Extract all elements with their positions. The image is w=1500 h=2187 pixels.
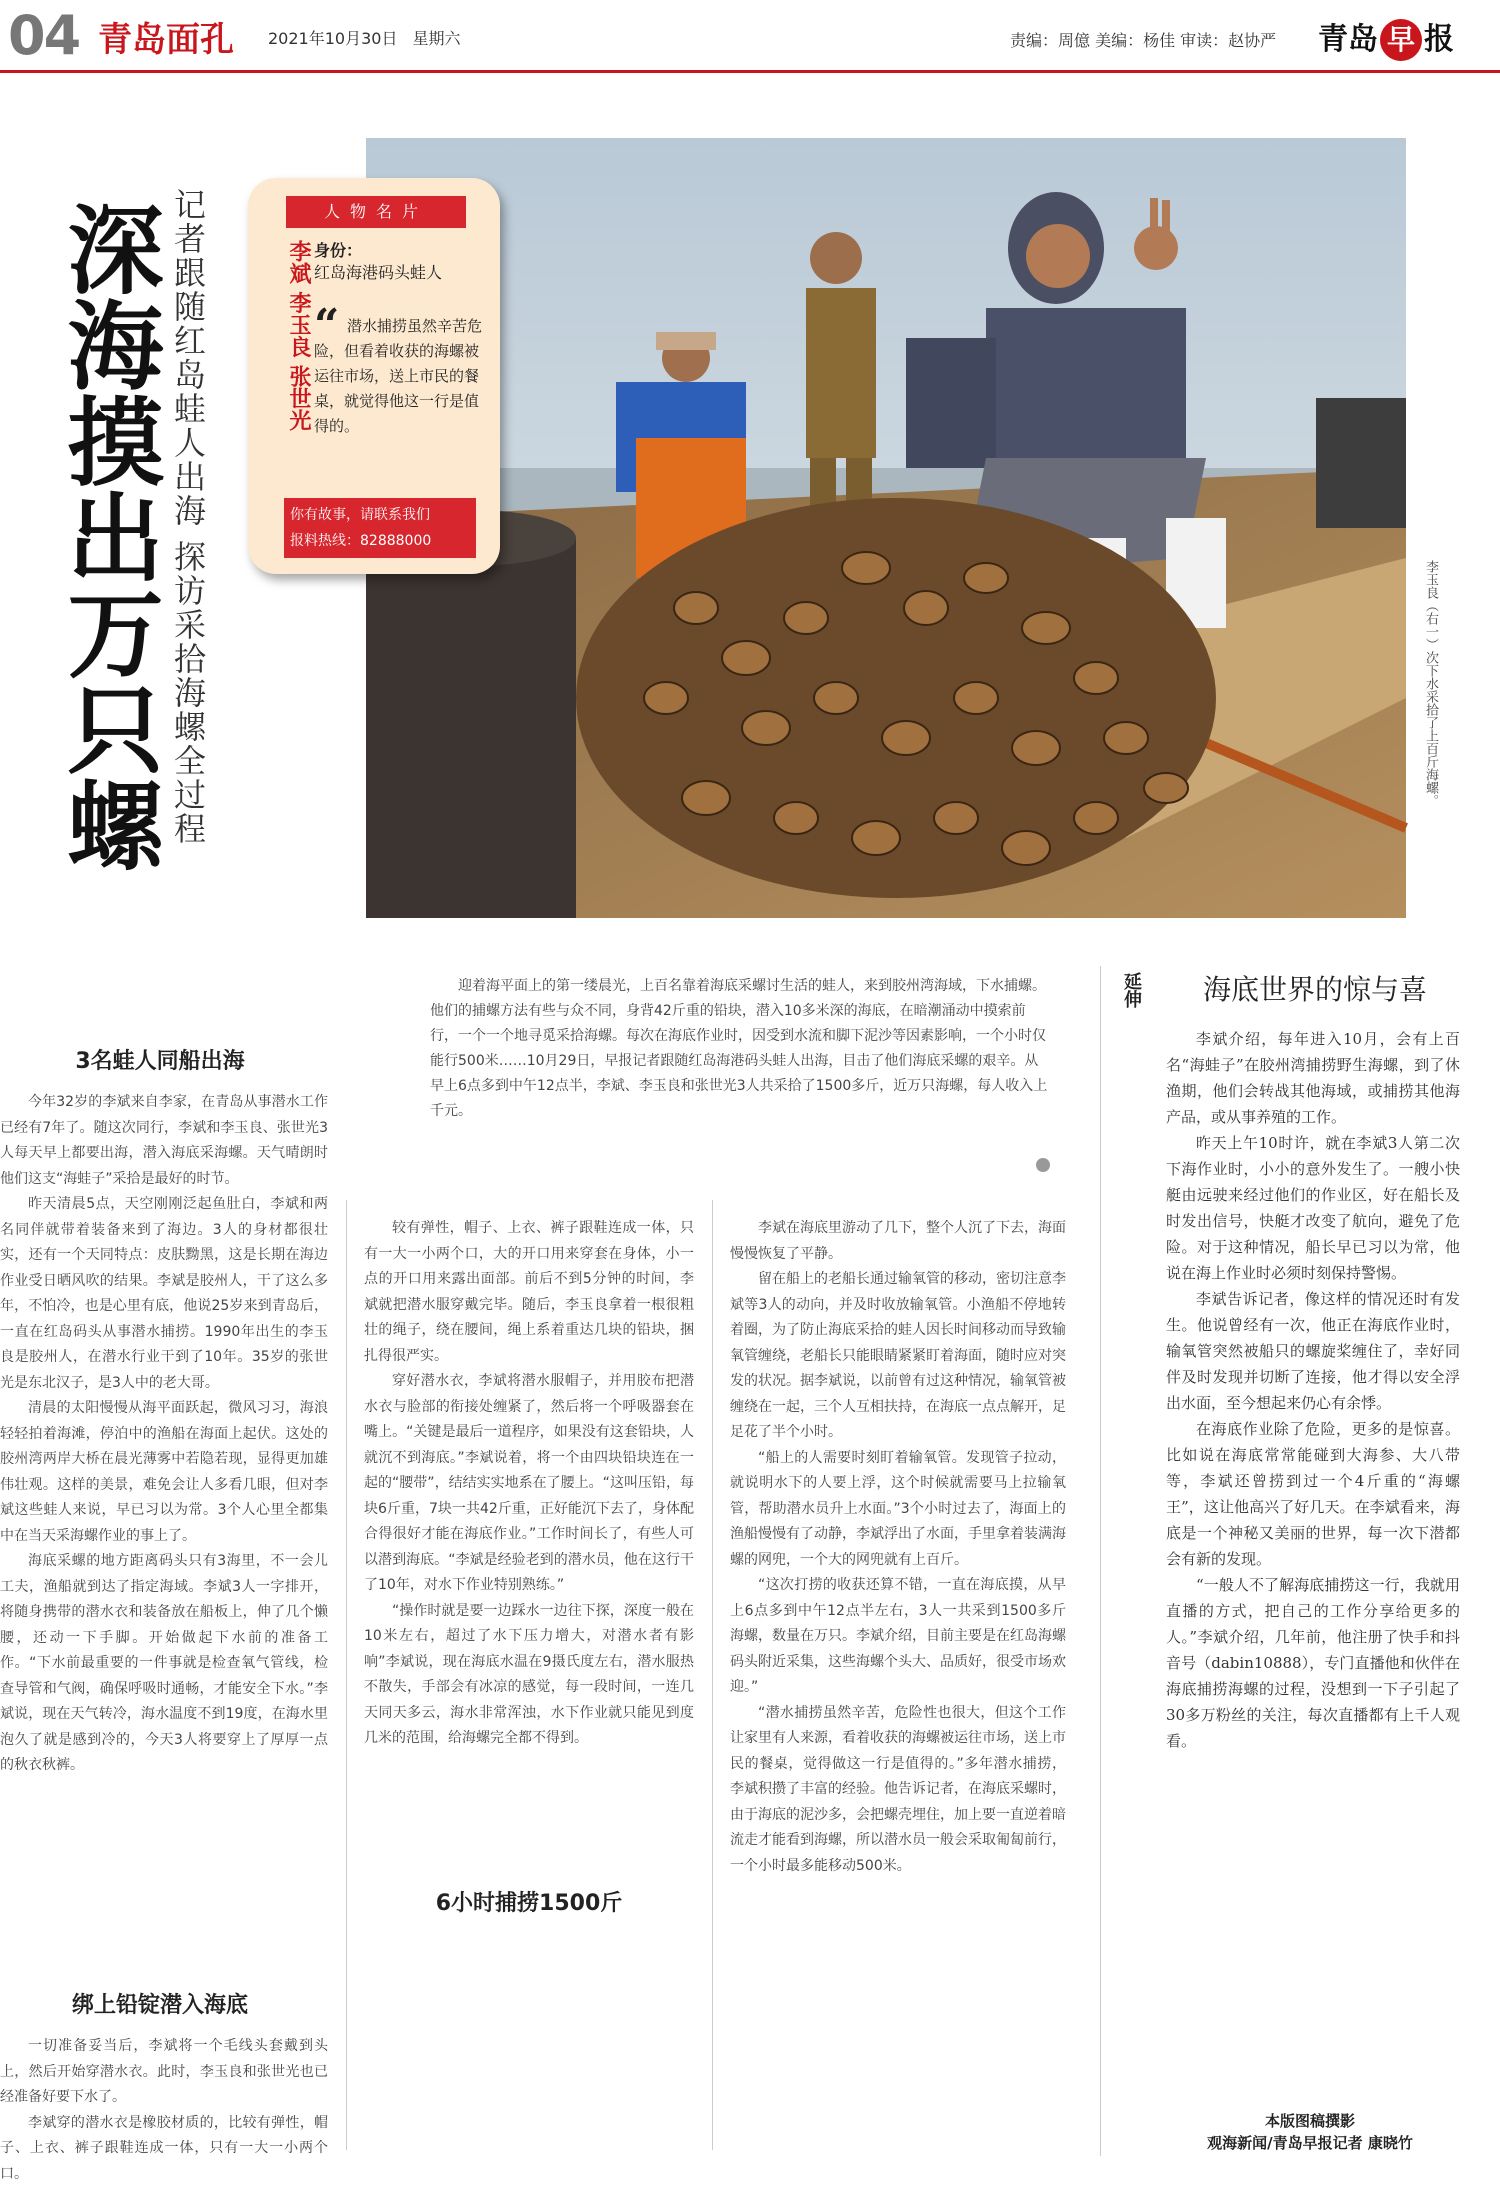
identity-value: 红岛海港码头蛙人	[314, 262, 494, 284]
paragraph: 李斌告诉记者，像这样的情况还时有发生。他说曾经有一次，他正在海底作业时，输氧管突然被船只的螺旋桨缠住了，幸好同伴及时发现并切断了连接，他才得以安全浮出水面，至今想起来仍心有余悸。	[1166, 1286, 1460, 1416]
credit-line-1: 本版图稿撰影	[1160, 2110, 1460, 2132]
profile-card-hotline	[284, 498, 476, 558]
masthead-right: 报	[1424, 22, 1454, 57]
weekday-text: 星期六	[413, 29, 461, 48]
paragraph: “一般人不了解海底捕捞这一行，我就用直播的方式，把自己的工作分享给更多的人。”李斌介绍，几年前，他注册了快手和抖音号（dabin10888），专门直播他和伙伴在海底捕捞海螺的过程，没想到一下子引起了30多万粉丝的关注，每次直播都有上千人观看。	[1166, 1572, 1460, 1754]
lead-end-dot	[1036, 1158, 1050, 1172]
paragraph: “潜水捕捞虽然辛苦，危险性也很大，但这个工作让家里有人来源，看着收获的海螺被运往市场，送上市民的餐桌，觉得做这一行是值得的。”多年潜水捕捞，李斌积攒了丰富的经验。他告诉记者，在海底采螺时，由于海底的泥沙多，会把螺壳埋住，加上要一直逆着暗流走才能看到海螺，所以潜水员一般会采取匍匐前行，一个小时最多能移动500米。	[730, 1701, 1066, 1880]
paragraph: 一切准备妥当后，李斌将一个毛线头套戴到头上，然后开始穿潜水衣。此时，李玉良和张世光也已经准备好要下水了。	[0, 2034, 328, 2111]
section-heading-3: 6小时捕捞1500斤	[364, 1886, 694, 1917]
profile-quote: 潜水捕捞虽然辛苦危险，但看着收获的海螺被运往市场，送上市民的餐桌，就觉得他这一行是值得的。	[314, 314, 482, 439]
profile-card-title: 人物名片	[286, 196, 466, 228]
sidebar-text	[1166, 1026, 1460, 2086]
masthead-zao-badge: 早	[1380, 19, 1422, 61]
sidebar-divider	[1100, 966, 1101, 2156]
paragraph: 李斌介绍，每年进入10月，会有上百名“海蛙子”在胶州湾捕捞野生海螺，到了休渔期，他们会转战其他海域，或捕捞其他海产品，或从事养殖的工作。	[1166, 1026, 1460, 1130]
photo-caption: 李玉良（右一）次下水采拾了上百斤海螺。	[1414, 560, 1438, 807]
section-heading-1: 3名蛙人同船出海	[0, 1044, 320, 1075]
subheadline-2: 探访采拾海螺全过程	[168, 540, 208, 846]
paragraph: “这次打捞的收获还算不错，一直在海底摸，从早上6点多到中午12点半左右，3人一共采到1500多斤海螺，数量在万只。李斌介绍，目前主要是在红岛海螺码头附近采集，这些海螺个头大、品质好，很受市场欢迎。”	[730, 1573, 1066, 1701]
quote-mark-icon: “	[314, 300, 339, 351]
hotline-line-1: 你有故事，请联系我们	[290, 502, 470, 528]
profile-names: 李斌 李玉良 张世光	[252, 240, 312, 431]
column-divider	[346, 1200, 347, 2150]
subheadline-1: 记者跟随红岛蛙人出海	[168, 188, 208, 528]
editor-credits: 责编：周億 美编：杨佳 审读：赵协严	[1010, 28, 1276, 51]
section-title: 青岛面孔	[98, 12, 234, 61]
article-column-1	[0, 1090, 328, 1850]
paragraph: 昨天清晨5点，天空刚刚泛起鱼肚白，李斌和两名同伴就带着装备来到了海边。3人的身材都很壮实，还有一个天同特点：皮肤黝黑，这是长期在海边作业受日晒风吹的结果。李斌是胶州人，干了这么多年，不怕冷，也是心里有底，他说25岁来到青岛后，一直在红岛码头从事潜水捕捞。1990年出生的李玉良是胶州人，在潜水行业干到了10年。35岁的张世光是东北汉子，是3人中的老大哥。	[0, 1192, 328, 1396]
issue-date	[268, 26, 461, 49]
hotline-line-2: 报料热线：82888000	[290, 528, 470, 554]
sidebar-tag: 延伸	[1114, 972, 1144, 1008]
article-column-3	[730, 1216, 1066, 2156]
article-lead: 迎着海平面上的第一缕晨光，上百名靠着海底采螺讨生活的蛙人，来到胶州湾海域，下水捕螺。他们的捕螺方法有些与众不同，身背42斤重的铅块，潜入10多米深的海底，在暗潮涌动中摸索前行，一个一个地寻觅采拾海螺。每次在海底作业时，因受到水流和脚下泥沙等因素影响，一个小时仅能行500米……10月29日，早报记者跟随红岛海港码头蛙人出海，目击了他们海底采螺的艰辛。从早上6点多到中午12点半，李斌、李玉良和张世光3人共采拾了1500多斤，近万只海螺，每人收入上千元。	[430, 974, 1048, 1124]
paragraph: 留在船上的老船长通过输氧管的移动，密切注意李斌等3人的动向，并及时收放输氧管。小渔船不停地转着圈，为了防止海底采拾的蛙人因长时间移动而导致输氧管缠绕，老船长只能眼睛紧紧盯着海面，随时应对突发的状况。据李斌说，以前曾有过这种情况，输氧管被缠绕在一起，三个人互相扶持，在海底一点点解开，足足花了半个小时。	[730, 1267, 1066, 1446]
paragraph: 较有弹性，帽子、上衣、裤子跟鞋连成一体，只有一大一小两个口，大的开口用来穿套在身体，小一点的开口用来露出面部。前后不到5分钟的时间，李斌就把潜水服穿戴完毕。随后，李玉良拿着一根很粗壮的绳子，绕在腰间，绳上系着重达几块的铅块，捆扎得很严实。	[364, 1216, 694, 1369]
masthead-left: 青岛	[1318, 22, 1378, 57]
section-heading-2: 绑上铅锭潜入海底	[0, 1988, 320, 2019]
paragraph: 清晨的太阳慢慢从海平面跃起，微风习习，海浪轻轻拍着海滩，停泊中的渔船在海面上起伏。这处的胶州湾两岸大桥在晨光薄雾中若隐若现，显得更加雄伟壮观。这样的美景，难免会让人多看几眼，但对李斌这些蛙人来说，早已习以为常。3个人心里全都集中在当天采海螺作业的事上了。	[0, 1396, 328, 1549]
newspaper-masthead	[1318, 14, 1454, 61]
photo-illustration	[366, 138, 1406, 918]
paragraph: 昨天上午10时许，就在李斌3人第二次下海作业时，小小的意外发生了。一艘小快艇由远驶来经过他们的作业区，好在船长及时发出信号，快艇才改变了航向，避免了危险。对于这种情况，船长早已习以为常，他说在海上作业时必须时刻保持警惕。	[1166, 1130, 1460, 1286]
main-headline: 深海摸出万只螺	[52, 200, 162, 872]
page-number: 04	[8, 4, 79, 67]
profile-identity	[314, 240, 494, 284]
paragraph: 李斌穿的潜水衣是橡胶材质的，比较有弹性，帽子、上衣、裤子跟鞋连成一体，只有一大一小两个口。	[0, 2111, 328, 2187]
credit-line-2: 观海新闻/青岛早报记者 康晓竹	[1160, 2132, 1460, 2154]
paragraph: 李斌在海底里游动了几下，整个人沉了下去，海面慢慢恢复了平静。	[730, 1216, 1066, 1267]
column-divider	[712, 1200, 713, 2150]
paragraph: 在海底作业除了危险，更多的是惊喜。比如说在海底常常能碰到大海参、大八带等，李斌还曾捞到过一个4斤重的“海螺王”，这让他高兴了好几天。在李斌看来，海底是一个神秘又美丽的世界，每一次下潜都会有新的发现。	[1166, 1416, 1460, 1572]
date-text: 2021年10月30日	[268, 29, 397, 48]
identity-label: 身份：	[314, 240, 494, 262]
paragraph: “操作时就是要一边踩水一边往下探，深度一般在10米左右，超过了水下压力增大，对潜水者有影响”李斌说，现在海底水温在9摄氏度左右，潜水服热不散失，手部会有冰凉的感觉，每一段时间，一连几天同天多云，海水非常浑浊，水下作业就只能见到度几米的范围，给海螺完全都不得到。	[364, 1599, 694, 1752]
paragraph: 今年32岁的李斌来自李家，在青岛从事潜水工作已经有7年了。随这次同行，李斌和李玉良、张世光3人每天早上都要出海，潜入海底采海螺。天气晴朗时他们这支“海蛙子”采拾是最好的时节。	[0, 1090, 328, 1192]
sidebar-title: 海底世界的惊与喜	[1170, 968, 1460, 1008]
paragraph: “船上的人需要时刻盯着输氧管。发现管子拉动，就说明水下的人要上浮，这个时候就需要马上拉输氧管，帮助潜水员升上水面。”3个小时过去了，海面上的渔船慢慢有了动静，李斌浮出了水面，手里拿着装满海螺的网兜，一个大的网兜就有上百斤。	[730, 1446, 1066, 1574]
article-column-1-tail	[0, 2034, 328, 2158]
article-column-2	[364, 1216, 694, 1860]
paragraph: 海底采螺的地方距离码头只有3海里，不一会儿工夫，渔船就到达了指定海域。李斌3人一字排开，将随身携带的潜水衣和装备放在船板上，伸了几个懒腰，还动一下手脚。开始做起下水前的准备工作。“下水前最重要的一件事就是检查氧气管线，检查导管和气阀，确保呼吸时通畅，才能安全下水。”李斌说，现在天气转冷，海水温度不到19度，在海水里泡久了就是感到冷的，今天3人将要穿上了厚厚一点的秋衣秋裤。	[0, 1549, 328, 1779]
photo-credit	[1160, 2110, 1460, 2154]
paragraph: 穿好潜水衣，李斌将潜水服帽子，并用胶布把潜水衣与脸部的衔接处缠紧了，然后将一个呼吸器套在嘴上。“关键是最后一道程序，如果没有这套铅块，人就沉不到海底。”李斌说着，将一个由四块铅块连在一起的“腰带”，结结实实地系在了腰上。“这叫压铅，每块6斤重，7块一共42斤重，正好能沉下去了，身体配合得很好才能在海底作业。”工作时间长了，有些人可以潜到海底。“李斌是经验老到的潜水员，他在这行干了10年，对水下作业特别熟练。”	[364, 1369, 694, 1599]
main-photo	[366, 138, 1406, 918]
